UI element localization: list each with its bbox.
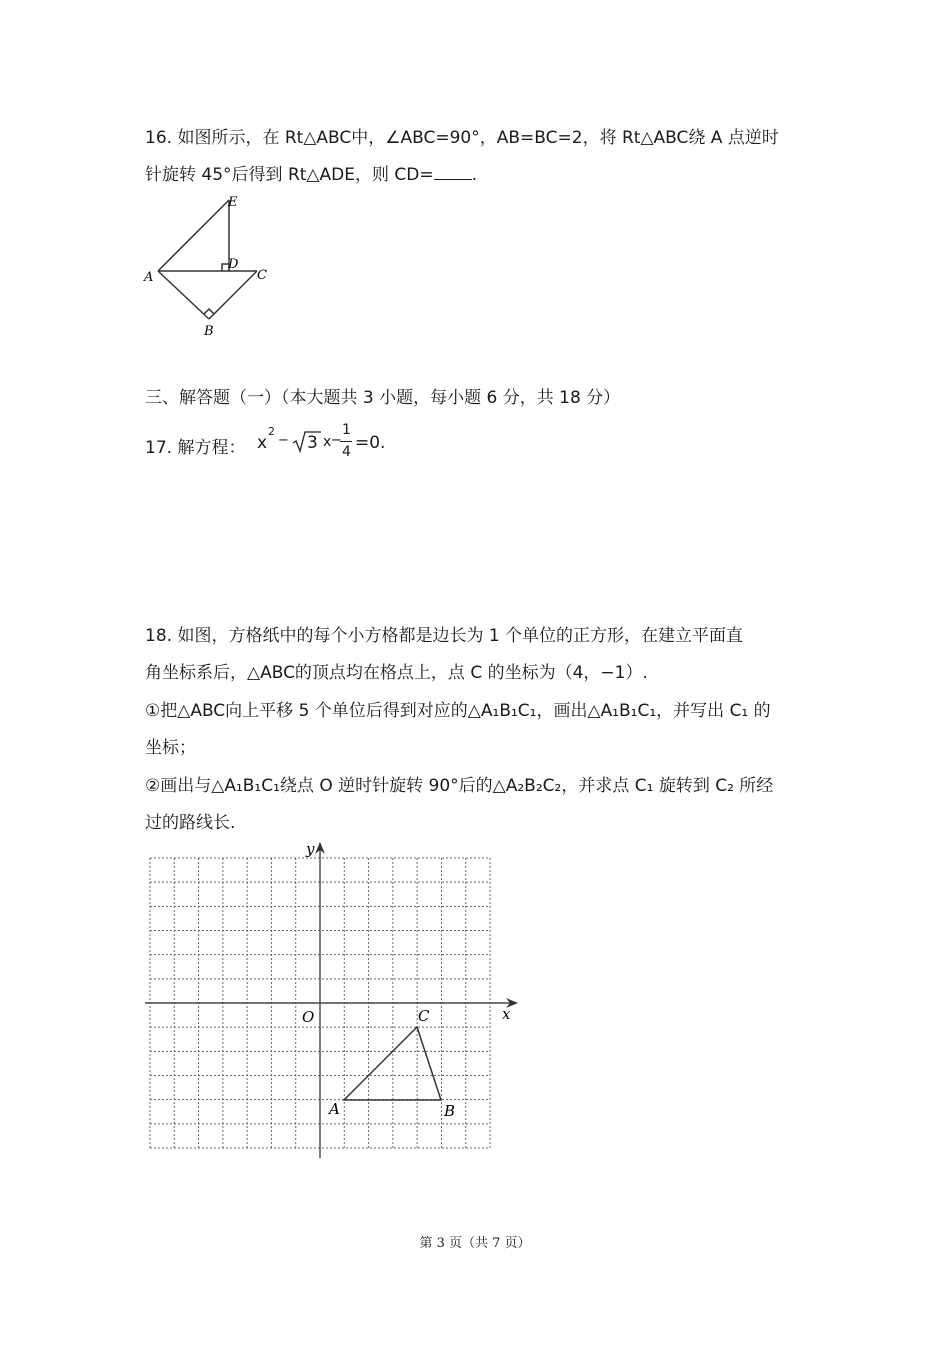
q17-minus: − (278, 433, 289, 448)
q16-line1: 16. 如图所示，在 Rt△ABC中，∠ABC=90°，AB=BC=2，将 Rt△ABC绕 A 点逆时 (145, 128, 779, 148)
label-c: C (418, 1007, 430, 1025)
q17-minus2: − (331, 433, 342, 448)
q18-grid-figure (140, 838, 530, 1167)
section3-heading: 三、解答题（一）（本大题共 3 小题，每小题 6 分，共 18 分） (145, 388, 621, 408)
label-x: x (502, 1005, 511, 1023)
q18-line2: 角坐标系后，△ABC的顶点均在格点上，点 C 的坐标为（4，−1）. (145, 663, 648, 683)
q17-exponent: 2 (268, 425, 275, 438)
fig16-label-e: E (228, 195, 238, 210)
fig16-label-c: C (257, 268, 267, 283)
label-b: B (444, 1102, 456, 1120)
q17-x2: x (323, 434, 332, 450)
label-a: A (329, 1100, 340, 1118)
fraction-bar (340, 441, 352, 442)
q16-figure (140, 192, 280, 346)
label-o: O (302, 1008, 315, 1026)
q18-line4: 坐标； (145, 738, 196, 758)
fig16-label-a: A (144, 270, 154, 285)
fig16-label-b: B (204, 324, 214, 339)
q17-radicand: 3 (307, 433, 318, 453)
q16-line2-end: . (471, 165, 477, 185)
q17-x: x (257, 433, 268, 453)
page-footer: 第 3 页（共 7 页） (419, 1236, 531, 1251)
q17-frac-num: 1 (342, 422, 351, 438)
answer-blank (434, 163, 472, 180)
q16-line2-text: 针旋转 45°后得到 Rt△ADE，则 CD= (145, 165, 434, 185)
q16-line2 (145, 163, 477, 186)
label-y: y (306, 840, 315, 858)
q18-line5: ②画出与△A₁B₁C₁绕点 O 逆时针旋转 90°后的△A₂B₂C₂，并求点 C₁ 旋转到 C₂ 所经 (145, 776, 774, 796)
q17-frac-den: 4 (342, 444, 351, 460)
q18-line6: 过的路线长. (145, 813, 236, 833)
fig16-label-d: D (228, 257, 239, 272)
q18-line1: 18. 如图，方格纸中的每个小方格都是边长为 1 个单位的正方形，在建立平面直 (145, 626, 744, 646)
q17-rhs: =0. (355, 433, 386, 453)
q17-prefix: 17. 解方程： (145, 438, 246, 458)
q18-line3: ①把△ABC向上平移 5 个单位后得到对应的△A₁B₁C₁，画出△A₁B₁C₁，并写出 C₁ 的 (145, 701, 771, 721)
